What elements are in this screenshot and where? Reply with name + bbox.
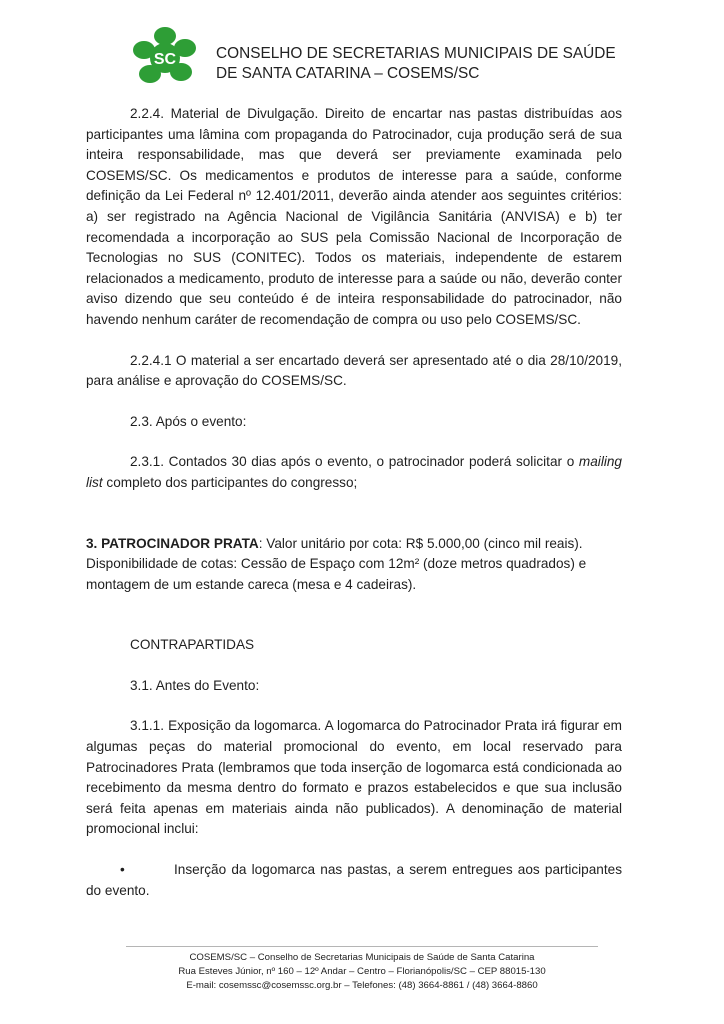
footer-line1: COSEMS/SC – Conselho de Secretarias Municipais de Saúde de Santa Catarina xyxy=(189,952,535,963)
cosems-logo xyxy=(132,26,198,90)
section-2-3-1-text: 2.3.1. Contados 30 dias após o evento, o patrocinador poderá solicitar o xyxy=(130,454,579,470)
section-2-3-heading: 2.3. Após o evento: xyxy=(130,413,247,429)
section-2-3-1-end: completo dos participantes do congresso; xyxy=(102,474,358,490)
section-3-prata xyxy=(86,534,622,555)
organization-name xyxy=(216,44,616,84)
footer xyxy=(126,951,598,992)
contrapartidas-heading: CONTRAPARTIDAS xyxy=(130,637,255,653)
footer-line2: Rua Esteves Júnior, nº 160 – 12º Andar – Centro – Florianópolis/SC – CEP 88015-130 xyxy=(178,965,546,977)
section-3-title: 3. PATROCINADOR PRATA xyxy=(86,535,259,551)
letterhead xyxy=(132,26,652,90)
document-body xyxy=(86,104,622,901)
section-2-2-4: 2.2.4. Material de Divulgação. Direito de encartar nas pastas distribuídas aos participantes uma lâmina com propaganda do Patrocinador, cuja produção será de sua inteira responsabilidade, mas que deverá ser previamente examinada pelo COSEMS/SC. Os medicamentos e produtos de interesse para a saúde, conforme definição da Lei Federal nº 12.401/2011, deverão ainda atender aos seguintes critérios: a) ser registrado na Agência Nacional de Vigilância Sanitária (ANVISA) e b) ter recomendada a incorporação ao SUS pela Comissão Nacional de Incorporação de Tecnologias no SUS (CONITEC). Todos os materiais, independente de estarem relacionados a medicamento, produto de interesse para a saúde ou não, deverão conter aviso dizendo que seu conteúdo é de inteira responsabilidade do patrocinador, não havendo nenhum caráter de recomendação de compra ou uso pelo COSEMS/SC. xyxy=(86,106,622,327)
list-word: list xyxy=(86,474,103,490)
bullet-icon: • xyxy=(120,862,125,878)
section-2-2-4-1: 2.2.4.1 O material a ser encartado deverá ser apresentado até o dia 28/10/2019, para análise e aprovação do COSEMS/SC. xyxy=(86,352,622,389)
bullet-item xyxy=(86,860,622,901)
footer-divider xyxy=(126,946,598,947)
section-2-3-1 xyxy=(86,452,622,493)
mailing-word: mailing xyxy=(578,454,622,470)
section-3-1-1: 3.1.1. Exposição da logomarca. A logomarca do Patrocinador Prata irá figurar em algumas peças do material promocional do evento, em local reservado para Patrocinadores Prata (lembramos que toda inserção de logomarca está condicionada ao recebimento da mesma dentro do formato e prazos estabelecidos e que sua inclusão será feita apenas em materiais ainda não publicados). A denominação de material promocional inclui: xyxy=(86,718,622,837)
section-3-1-heading: 3.1. Antes do Evento: xyxy=(130,677,260,693)
section-3-availability: Disponibilidade de cotas: Cessão de Espaço com 12m² (doze metros quadrados) e montagem de um estande careca (mesa e 4 cadeiras). xyxy=(86,556,587,592)
section-3-value: : Valor unitário por cota: R$ 5.000,00 (cinco mil reais). xyxy=(258,535,583,551)
footer-line3: E-mail: cosemssc@cosemssc.org.br – Telefones: (48) 3664-8861 / (48) 3664-8860 xyxy=(186,979,538,991)
org-name-line2: DE SANTA CATARINA – COSEMS/SC xyxy=(216,65,480,82)
svg-text:SC: SC xyxy=(153,51,177,68)
org-name-line1: CONSELHO DE SECRETARIAS MUNICIPAIS DE SAÚDE xyxy=(216,45,616,62)
bullet-item-text: Inserção da logomarca nas pastas, a serem entregues aos participantes do evento. xyxy=(86,862,622,898)
